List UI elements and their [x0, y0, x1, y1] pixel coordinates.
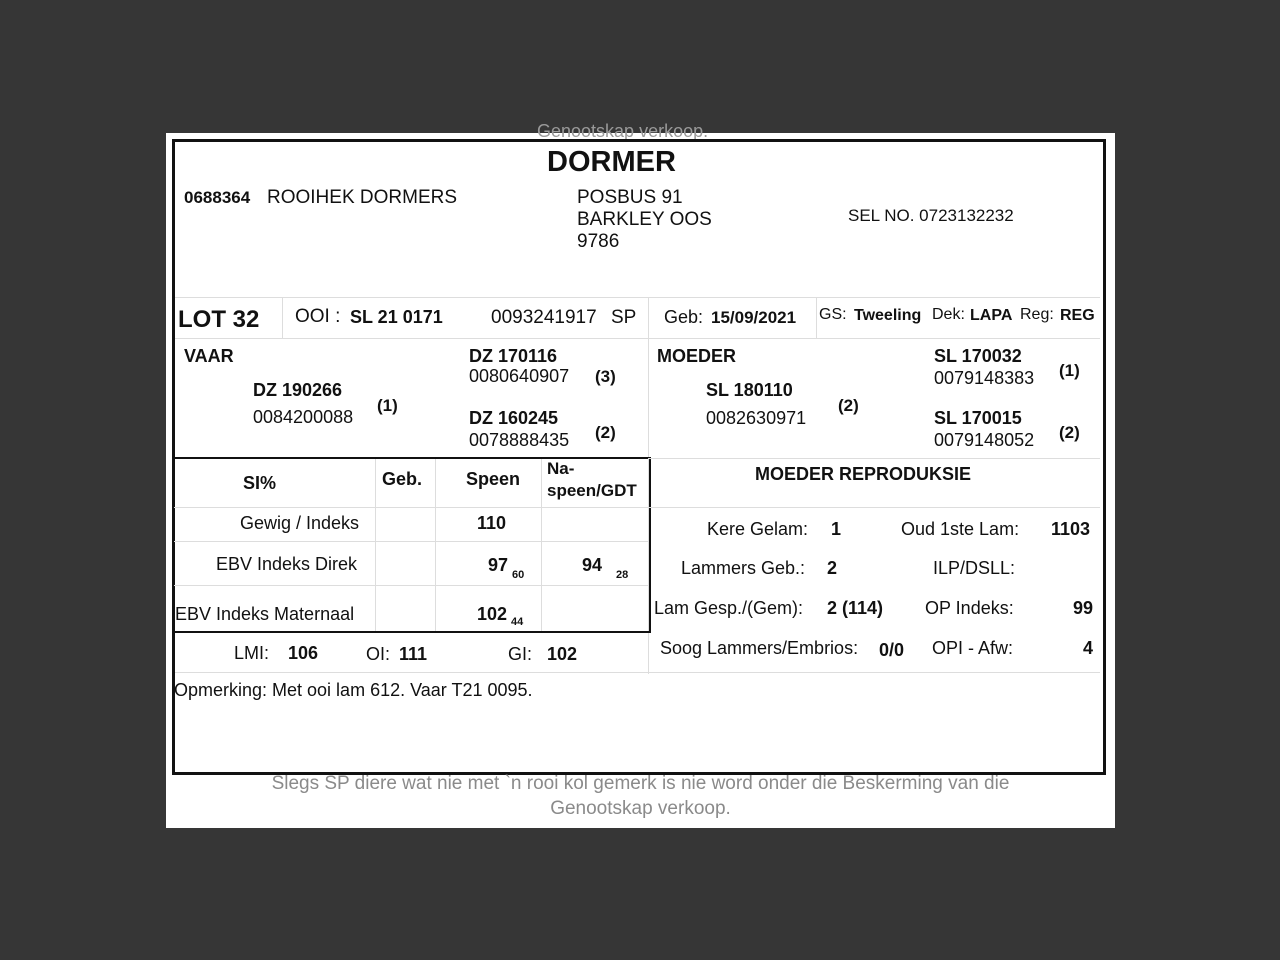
birth-date: 15/09/2021 [711, 308, 797, 327]
sire-heading: VAAR [184, 346, 234, 366]
op-indeks-label: OP Indeks: [925, 598, 1014, 618]
breeder-number: 0688364 [184, 188, 251, 207]
maternal-grandsire-id: SL 170032 [934, 346, 1022, 366]
gs-value: Tweeling [854, 307, 922, 324]
direk-naspeen-accuracy: 28 [616, 569, 629, 581]
oi-value: 111 [399, 644, 428, 664]
gs-label: GS: [819, 306, 847, 323]
footer-line1: Slegs SP diere wat nie met `n rooi kol gemerk is nie word onder die Beskerming van die [271, 773, 1010, 794]
dam-id: SL 180110 [706, 380, 793, 400]
maternal-granddam-id: SL 170015 [934, 408, 1022, 428]
paternal-grandsire-number: 0080640907 [469, 366, 570, 386]
reg-value: REG [1060, 307, 1095, 324]
ilp-dsll-label: ILP/DSLL: [933, 558, 1016, 578]
gi-label: GI: [508, 644, 533, 664]
address-line1: POSBUS 91 [577, 187, 683, 208]
registration-number: 0093241917 [491, 307, 597, 328]
lot-number: LOT 32 [178, 306, 260, 333]
paternal-grandsire-id: DZ 170116 [469, 346, 558, 366]
birth-date-label: Geb: [664, 307, 704, 327]
naspeen-header-line2: speen/GDT [547, 481, 637, 500]
sire-number: 0084200088 [253, 407, 354, 427]
dam-number: 0082630971 [706, 408, 807, 428]
divider [174, 541, 648, 542]
maternal-granddam-number: 0079148052 [934, 430, 1035, 450]
si-header: SI% [243, 473, 277, 493]
speen-header: Speen [466, 469, 521, 489]
opi-afw-value: 4 [1083, 638, 1094, 658]
paternal-granddam-grade: (2) [595, 423, 616, 442]
soog-lammers-value: 0/0 [879, 640, 905, 660]
lmi-label: LMI: [234, 643, 270, 663]
dek-value: LAPA [970, 307, 1013, 324]
lammers-geb-value: 2 [827, 558, 838, 578]
naspeen-header-line1: Na- [547, 459, 575, 478]
divider [174, 507, 648, 508]
geb-header: Geb. [382, 469, 423, 489]
gi-value: 102 [547, 644, 578, 664]
maternaal-row-label: EBV Indeks Maternaal [175, 604, 355, 624]
divider [541, 459, 542, 631]
gewig-row-label: Gewig / Indeks [240, 513, 360, 533]
sire-id: DZ 190266 [253, 380, 343, 400]
address-line2: BARKLEY OOS [577, 209, 712, 230]
lam-gesp-value: 2 (114) [827, 598, 884, 618]
oi-label: OI: [366, 644, 391, 664]
kere-gelam-label: Kere Gelam: [707, 519, 809, 539]
dam-heading: MOEDER [657, 346, 737, 366]
divider [175, 672, 1100, 673]
divider [375, 459, 376, 631]
grade-label: SP [611, 307, 637, 328]
direk-naspeen-value: 94 [582, 555, 603, 575]
address-line3: 9786 [577, 231, 620, 252]
phone-number: SEL NO. 0723132232 [848, 206, 1014, 225]
ghost-text-top: Genootskap verkoop. [537, 121, 709, 141]
reg-label: Reg: [1020, 306, 1054, 323]
divider [435, 459, 436, 631]
sire-grade: (1) [377, 396, 398, 415]
lam-gesp-label: Lam Gesp./(Gem): [654, 598, 804, 618]
oud-1ste-lam-value: 1103 [1051, 519, 1091, 539]
breed-title: DORMER [547, 146, 676, 178]
maternal-grandsire-grade: (1) [1059, 361, 1080, 380]
maternal-granddam-grade: (2) [1059, 423, 1080, 442]
dek-label: Dek: [932, 306, 965, 323]
divider [648, 507, 1100, 508]
lmi-value: 106 [288, 643, 319, 663]
maternaal-speen-value: 102 [477, 604, 508, 624]
paternal-granddam-number: 0078888435 [469, 430, 570, 450]
divider [816, 297, 817, 338]
ooi-id: SL 21 0171 [350, 307, 443, 327]
divider [282, 297, 283, 338]
direk-speen-accuracy: 60 [512, 569, 525, 581]
paternal-granddam-id: DZ 160245 [469, 408, 559, 428]
remark: Opmerking: Met ooi lam 612. Vaar T21 0095. [174, 680, 533, 700]
maternal-grandsire-number: 0079148383 [934, 368, 1035, 388]
breeder-name: ROOIHEK DORMERS [267, 187, 458, 208]
opi-afw-label: OPI - Afw: [932, 638, 1014, 658]
maternaal-speen-accuracy: 44 [511, 616, 524, 628]
direk-speen-value: 97 [488, 555, 509, 575]
divider [175, 297, 1100, 298]
op-indeks-value: 99 [1073, 598, 1094, 618]
divider [174, 585, 648, 586]
reproduction-heading: MOEDER REPRODUKSIE [755, 464, 972, 484]
paternal-grandsire-grade: (3) [595, 367, 616, 386]
divider [648, 458, 1100, 459]
oud-1ste-lam-label: Oud 1ste Lam: [901, 519, 1020, 539]
direk-row-label: EBV Indeks Direk [216, 554, 358, 574]
footer-line2: Genootskap verkoop. [550, 798, 731, 819]
ooi-label: OOI : [295, 306, 341, 327]
catalogue-card [166, 121, 1115, 828]
lammers-geb-label: Lammers Geb.: [681, 558, 806, 578]
divider [175, 338, 1100, 339]
kere-gelam-value: 1 [831, 519, 842, 539]
dam-grade: (2) [838, 396, 859, 415]
gewig-speen-value: 110 [477, 513, 507, 533]
soog-lammers-label: Soog Lammers/Embrios: [660, 638, 859, 658]
